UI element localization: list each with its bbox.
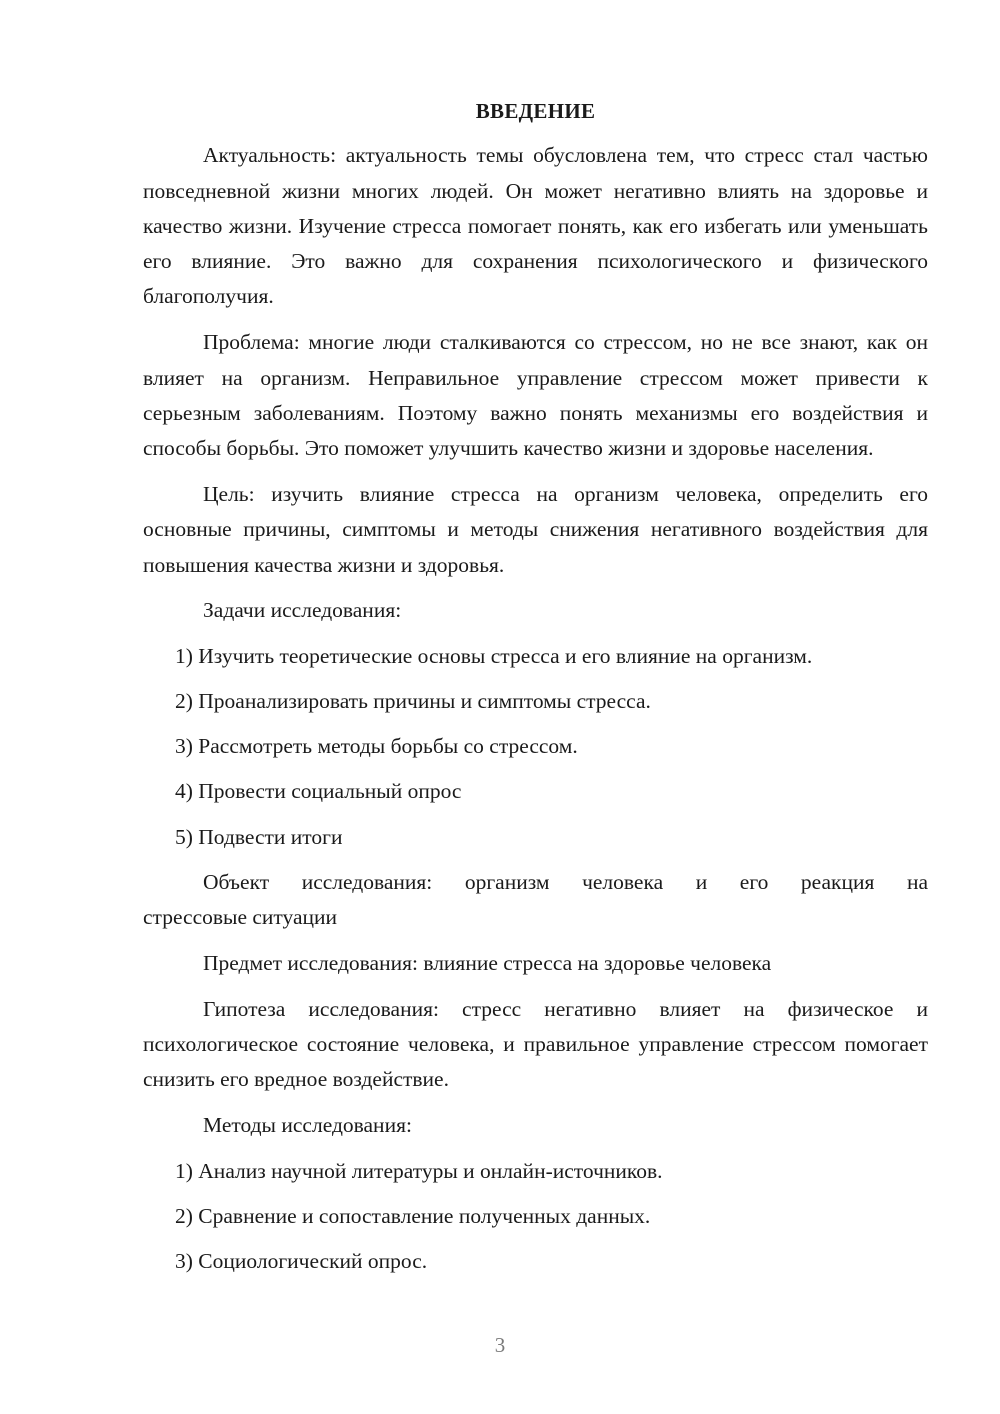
page-body xyxy=(143,94,928,1289)
list-item: 1) Анализ научной литературы и онлайн-источников. xyxy=(175,1158,663,1183)
subject-paragraph: Предмет исследования: влияние стресса на здоровье человека xyxy=(203,950,772,975)
problem-paragraph: Проблема: многие люди сталкиваются со стрессом, но не все знают, как он влияет на организм. Неправильное управление стрессом может привести к серьезным заболеваниям. Поэтому важно понять механизмы его воздействия и способы борьбы. Это поможет улучшить качество жизни и здоровье населения. xyxy=(143,330,928,461)
list-item: 2) Проанализировать причины и симптомы стресса. xyxy=(175,689,651,714)
object-line: стрессовые ситуации xyxy=(143,904,338,929)
list-item: 4) Провести социальный опрос xyxy=(175,779,462,804)
methods-heading: Методы исследования: xyxy=(203,1112,412,1137)
tasks-heading: Задачи исследования: xyxy=(203,598,402,623)
page-title: ВВЕДЕНИЕ xyxy=(475,99,596,123)
page-number: 3 xyxy=(494,1333,506,1357)
object-line: Объект исследования: организм человека и его реакция на xyxy=(203,869,928,894)
goal-paragraph: Цель: изучить влияние стресса на организм человека, определить его основные причины, симптомы и методы снижения негативного воздействия для повышения качества жизни и здоровья. xyxy=(143,481,928,577)
hypothesis-paragraph: Гипотеза исследования: стресс негативно влияет на физическое и психологическое состояние человека, и правильное управление стрессом помогает снизить его вредное воздействие. xyxy=(143,996,928,1092)
object-paragraph xyxy=(143,865,928,936)
list-item: 1) Изучить теоретические основы стресса и его влияние на организм. xyxy=(175,644,813,669)
tasks-list xyxy=(143,639,928,855)
list-item: 2) Сравнение и сопоставление полученных данных. xyxy=(175,1203,651,1228)
relevance-paragraph: Актуальность: актуальность темы обусловлена тем, что стресс стал частью повседневной жизни многих людей. Он может негативно влиять на здоровье и качество жизни. Изучение стресса помогает понять, как его избегать или уменьшать его влияние. Это важно для сохранения психологического и физического благополучия. xyxy=(143,143,928,309)
list-item: 5) Подвести итоги xyxy=(175,824,343,849)
list-item: 3) Рассмотреть методы борьбы со стрессом. xyxy=(175,734,578,759)
methods-list xyxy=(143,1154,928,1279)
list-item: 3) Социологический опрос. xyxy=(175,1248,428,1273)
